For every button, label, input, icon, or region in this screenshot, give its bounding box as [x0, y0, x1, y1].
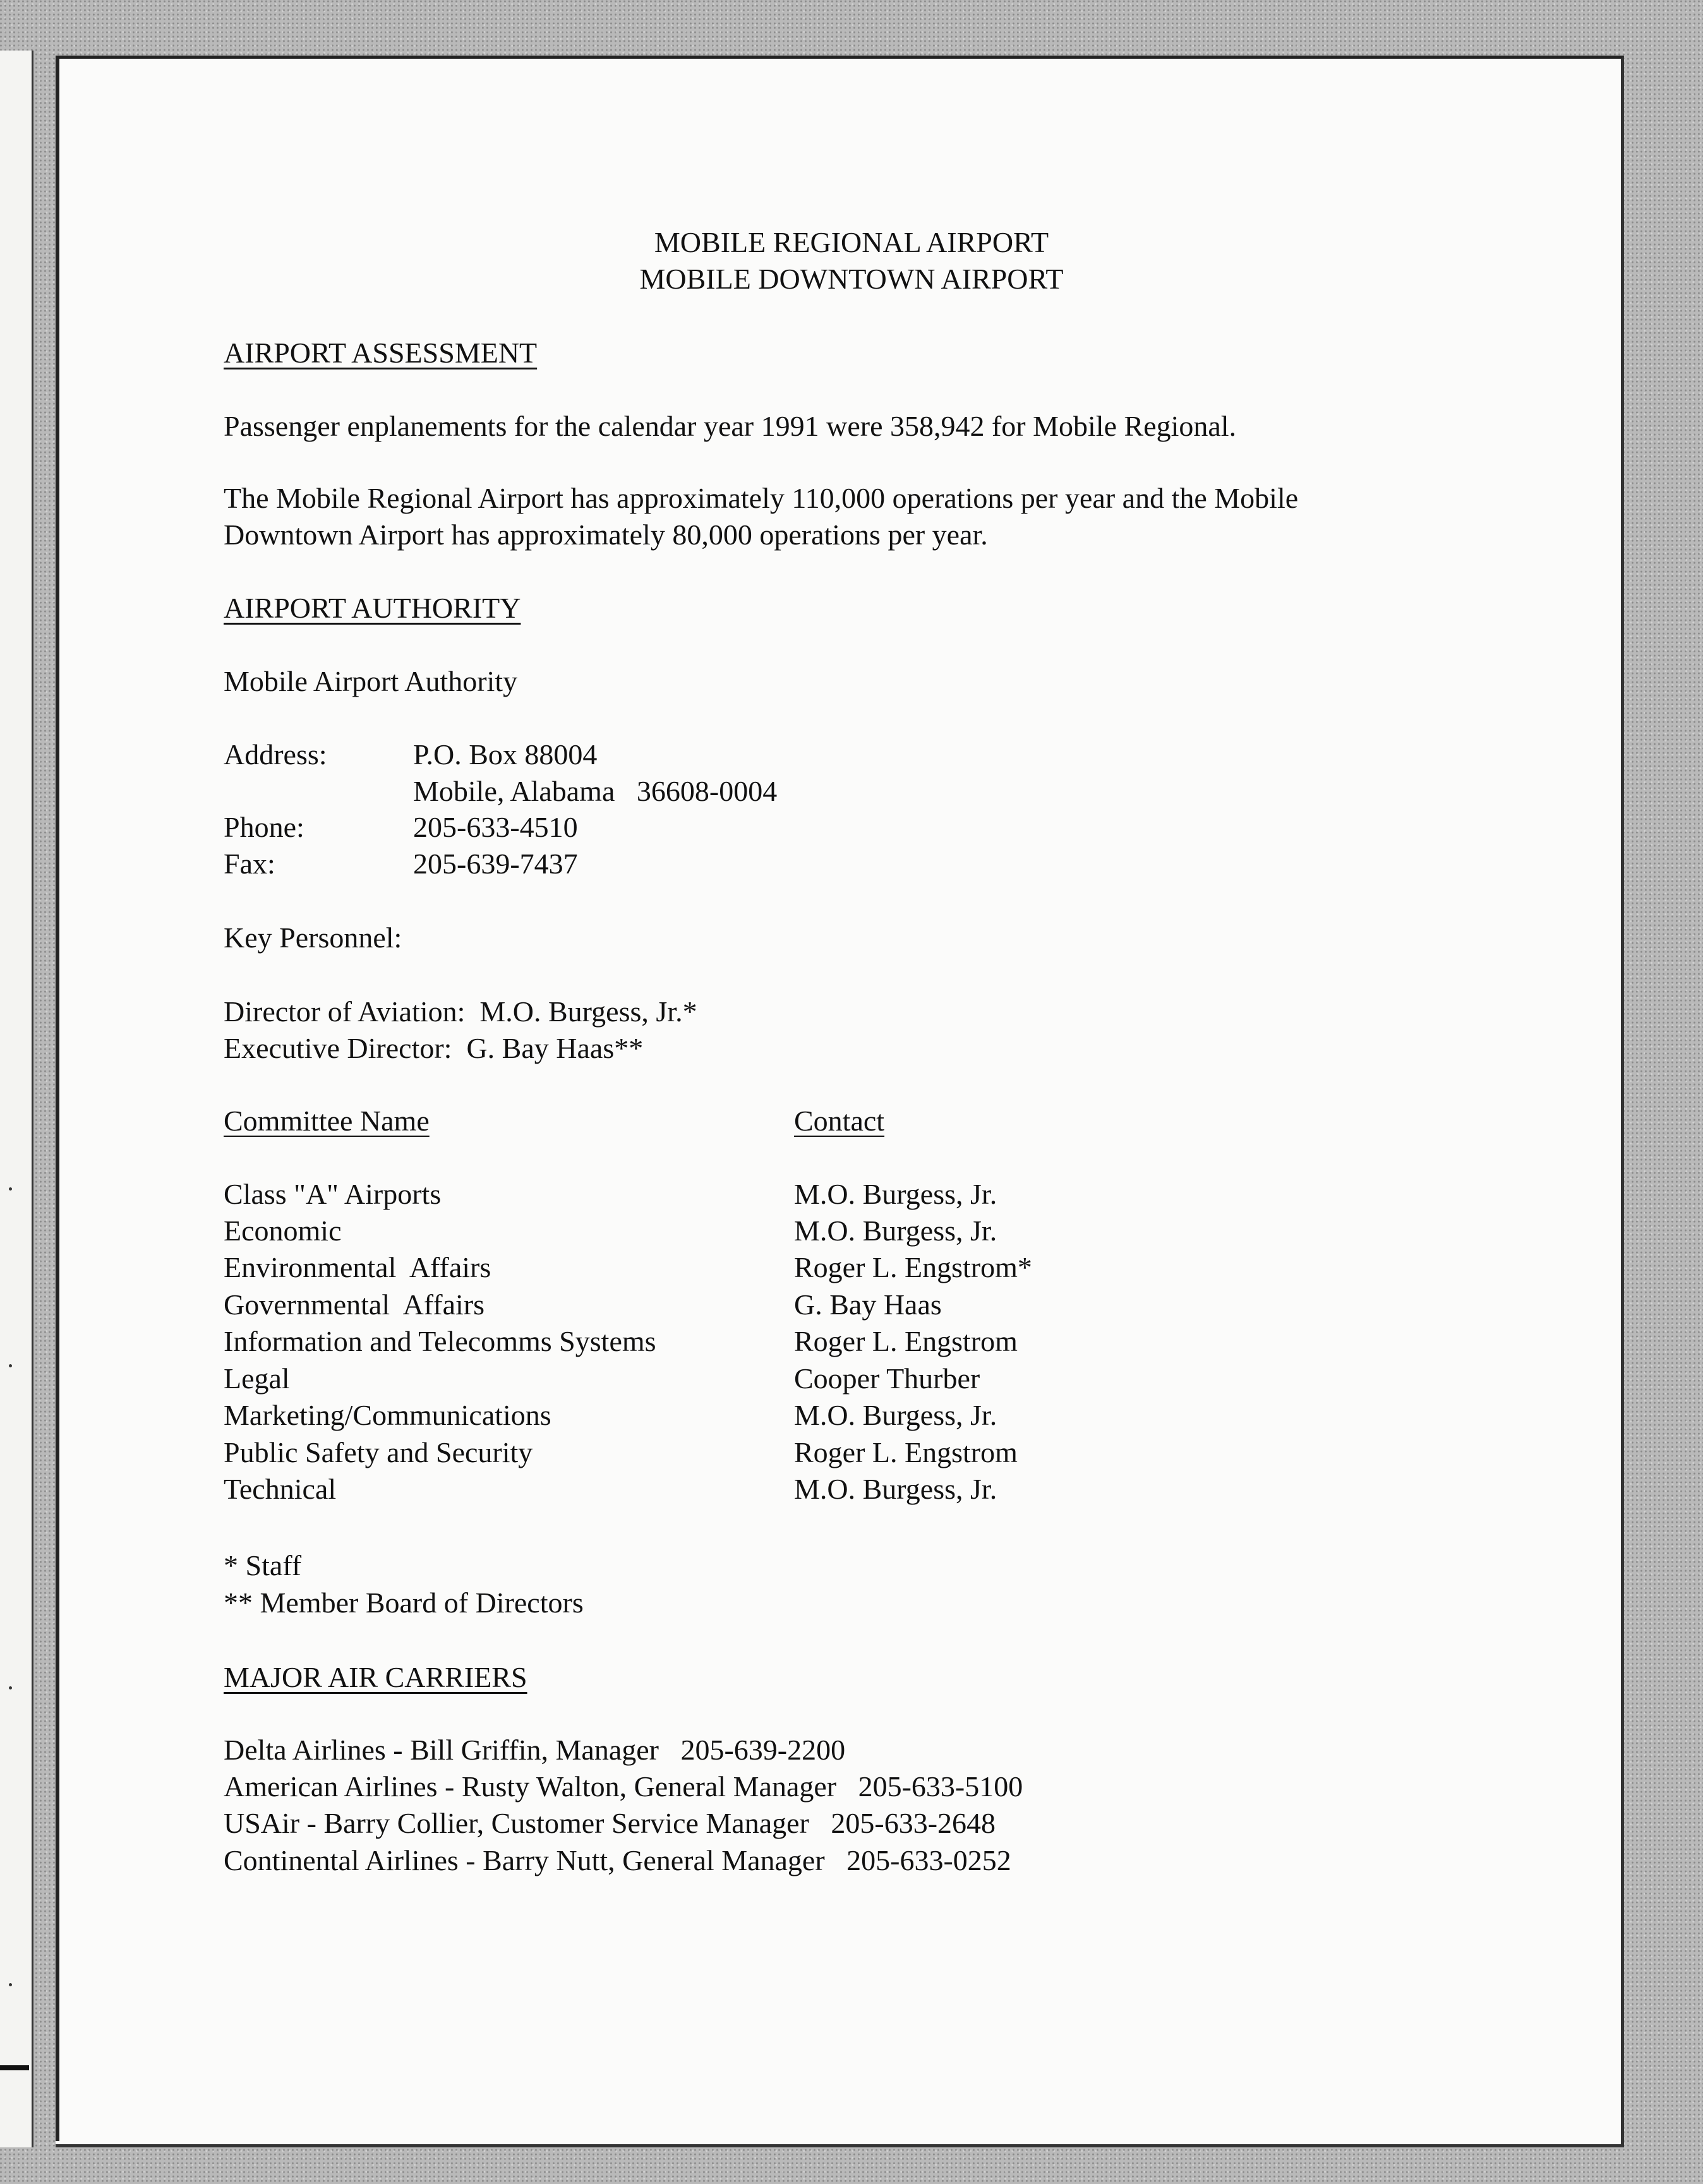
director-line: Director of Aviation: M.O. Burgess, Jr.* — [224, 995, 697, 1028]
committee-name: Public Safety and Security — [224, 1436, 533, 1468]
carrier-line: USAir - Barry Collier, Customer Service Manager 205-633-2648 — [224, 1807, 996, 1839]
binder-mark — [0, 2065, 29, 2070]
scan-speck — [9, 1686, 12, 1689]
authority-name: Mobile Airport Authority — [224, 665, 518, 697]
fax-label: Fax: — [224, 848, 275, 880]
fax-value: 205-639-7437 — [413, 848, 578, 880]
committee-contact: G. Bay Haas — [794, 1288, 942, 1321]
key-personnel-label: Key Personnel: — [224, 921, 402, 954]
scan-speck — [9, 1983, 12, 1986]
address-line-2: Mobile, Alabama 36608-0004 — [413, 775, 778, 807]
committee-name: Governmental Affairs — [224, 1288, 485, 1321]
authority-heading: AIRPORT AUTHORITY — [224, 592, 521, 624]
assessment-para-2-line-1: The Mobile Regional Airport has approximately 110,000 operations per year and the Mobile — [224, 482, 1299, 514]
carrier-line: American Airlines - Rusty Walton, General Manager 205-633-5100 — [224, 1770, 1023, 1803]
carrier-line: Continental Airlines - Barry Nutt, General Manager 205-633-0252 — [224, 1844, 1011, 1876]
footnote-member: ** Member Board of Directors — [224, 1587, 584, 1619]
phone-label: Phone: — [224, 811, 304, 843]
scan-speck — [9, 1364, 12, 1367]
title-line-1: MOBILE REGIONAL AIRPORT — [654, 226, 1049, 258]
committee-contact: M.O. Burgess, Jr. — [794, 1399, 997, 1431]
committee-name: Class "A" Airports — [224, 1178, 442, 1210]
assessment-para-1: Passenger enplanements for the calendar year 1991 were 358,942 for Mobile Regional. — [224, 410, 1237, 442]
committee-name: Technical — [224, 1473, 337, 1505]
committee-name-header: Committee Name — [224, 1105, 430, 1137]
committee-contact: M.O. Burgess, Jr. — [794, 1178, 997, 1210]
scan-speck — [9, 1187, 12, 1191]
footnote-staff: * Staff — [224, 1549, 302, 1581]
assessment-para-2-line-2: Downtown Airport has approximately 80,000 operations per year. — [224, 519, 988, 551]
committee-contact: Roger L. Engstrom — [794, 1436, 1018, 1468]
executive-line: Executive Director: G. Bay Haas** — [224, 1032, 644, 1064]
committee-name: Economic — [224, 1215, 342, 1247]
committee-name: Environmental Affairs — [224, 1251, 491, 1283]
committee-contact: Cooper Thurber — [794, 1362, 980, 1395]
committee-name: Information and Telecomms Systems — [224, 1325, 656, 1357]
phone-value: 205-633-4510 — [413, 811, 578, 843]
binder-strip — [0, 51, 33, 2147]
title-line-2: MOBILE DOWNTOWN AIRPORT — [639, 263, 1064, 295]
carriers-heading: MAJOR AIR CARRIERS — [224, 1661, 527, 1693]
committee-contact: Roger L. Engstrom — [794, 1325, 1018, 1357]
contact-header: Contact — [794, 1105, 885, 1137]
address-line-1: P.O. Box 88004 — [413, 738, 598, 771]
committee-contact: M.O. Burgess, Jr. — [794, 1215, 997, 1247]
committee-contact: Roger L. Engstrom* — [794, 1251, 1032, 1283]
address-label: Address: — [224, 738, 327, 771]
assessment-heading: AIRPORT ASSESSMENT — [224, 337, 538, 369]
committee-name: Legal — [224, 1362, 290, 1395]
committee-name: Marketing/Communications — [224, 1399, 551, 1431]
carrier-line: Delta Airlines - Bill Griffin, Manager 205-639-2200 — [224, 1734, 846, 1766]
page-left-edge — [56, 56, 59, 2141]
committee-contact: M.O. Burgess, Jr. — [794, 1473, 997, 1505]
